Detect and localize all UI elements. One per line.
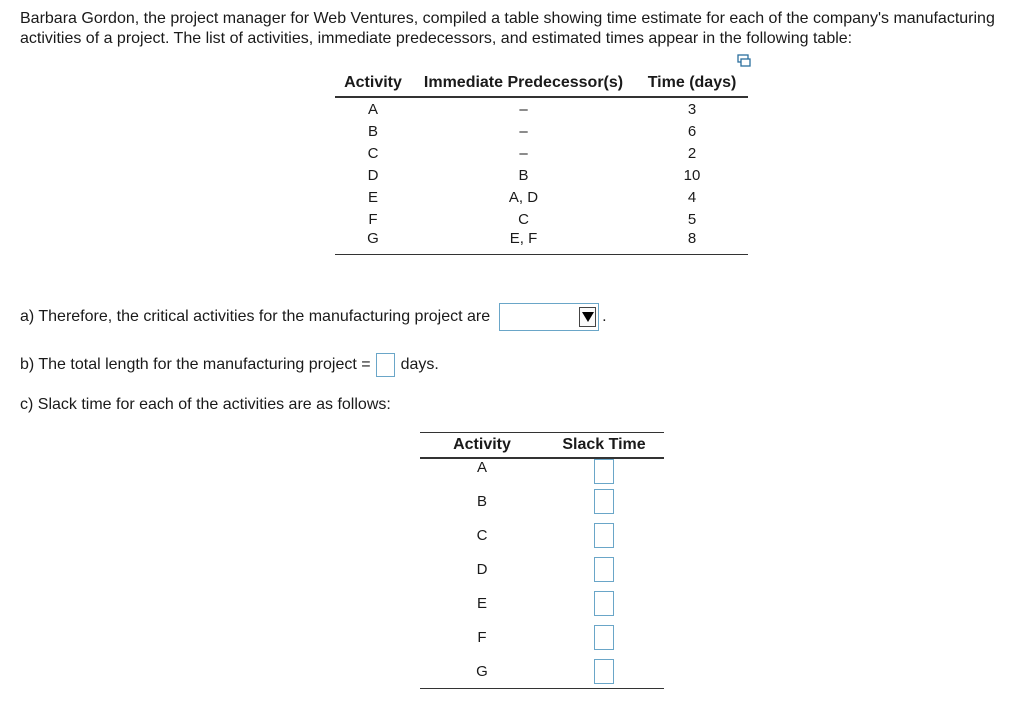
slack-table (420, 432, 664, 689)
table-row (420, 654, 664, 689)
predecessor-cell: – (519, 144, 528, 162)
total-length-input[interactable] (376, 353, 395, 377)
activity-cell: B (367, 122, 378, 140)
table-row (420, 586, 664, 620)
slack-input[interactable] (594, 523, 614, 548)
time-cell: 8 (636, 230, 748, 255)
activity-cell: G (420, 654, 544, 689)
activity-cell: C (367, 144, 379, 162)
activity-cell: A (367, 100, 378, 118)
question-b-text: b) The total length for the manufacturing project = (20, 356, 371, 373)
activity-cell: F (477, 628, 487, 646)
activity-cell: D (367, 166, 379, 184)
predecessor-cell: – (519, 122, 528, 140)
header-activity: Activity (335, 70, 411, 97)
predecessor-cell: E, F (411, 230, 636, 255)
activity-cell: F (368, 210, 378, 228)
activity-cell: E (367, 188, 378, 206)
table-row (335, 186, 748, 208)
time-cell: 2 (687, 144, 697, 162)
activity-cell: A (476, 459, 487, 476)
question-b-unit: days. (400, 356, 439, 373)
table-row (420, 518, 664, 552)
predecessor-cell: C (518, 210, 529, 228)
question-a (20, 303, 607, 331)
time-cell: 4 (687, 188, 697, 206)
dropdown-arrow-icon[interactable] (579, 307, 596, 327)
slack-input[interactable] (594, 489, 614, 514)
header-time: Time (days) (636, 70, 748, 97)
table-row (420, 458, 664, 484)
activity-table (335, 70, 748, 255)
critical-activities-dropdown[interactable] (499, 303, 599, 331)
header-activity: Activity (420, 433, 544, 459)
time-cell: 10 (683, 166, 701, 184)
table-row (420, 552, 664, 586)
table-row (335, 208, 748, 230)
predecessor-cell: A, D (508, 188, 539, 206)
question-c-text: c) Slack time for each of the activities are as follows: (20, 396, 391, 413)
time-cell: 5 (687, 210, 697, 228)
slack-input[interactable] (594, 557, 614, 582)
table-row (420, 620, 664, 654)
activity-cell: G (335, 230, 411, 255)
slack-input[interactable] (594, 459, 614, 484)
activity-cell: E (476, 594, 487, 612)
table-row (335, 164, 748, 186)
question-b (20, 353, 439, 377)
activity-cell: B (476, 492, 487, 510)
table-row (335, 142, 748, 164)
table-row (420, 484, 664, 518)
activity-cell: D (476, 560, 488, 578)
slack-input[interactable] (594, 625, 614, 650)
table-row (335, 230, 748, 255)
question-a-suffix: . (602, 308, 607, 325)
copy-to-clipboard-icon[interactable] (737, 54, 751, 67)
header-slack-time: Slack Time (544, 433, 664, 459)
time-cell: 6 (687, 122, 697, 140)
table-row (335, 120, 748, 142)
activity-cell: C (476, 526, 488, 544)
predecessor-cell: – (519, 100, 528, 118)
slack-input[interactable] (594, 659, 614, 684)
header-predecessors: Immediate Predecessor(s) (411, 70, 636, 97)
table-row (335, 97, 748, 120)
slack-input[interactable] (594, 591, 614, 616)
predecessor-cell: B (518, 166, 529, 184)
time-cell: 3 (687, 100, 697, 118)
question-a-text: a) Therefore, the critical activities for the manufacturing project are (20, 308, 491, 325)
problem-intro: Barbara Gordon, the project manager for Web Ventures, compiled a table showing time estimate for each of the company's manufacturing activities of a project. The list of activities, immediate predecessors, and estimated times appear in the following table: (20, 10, 995, 47)
